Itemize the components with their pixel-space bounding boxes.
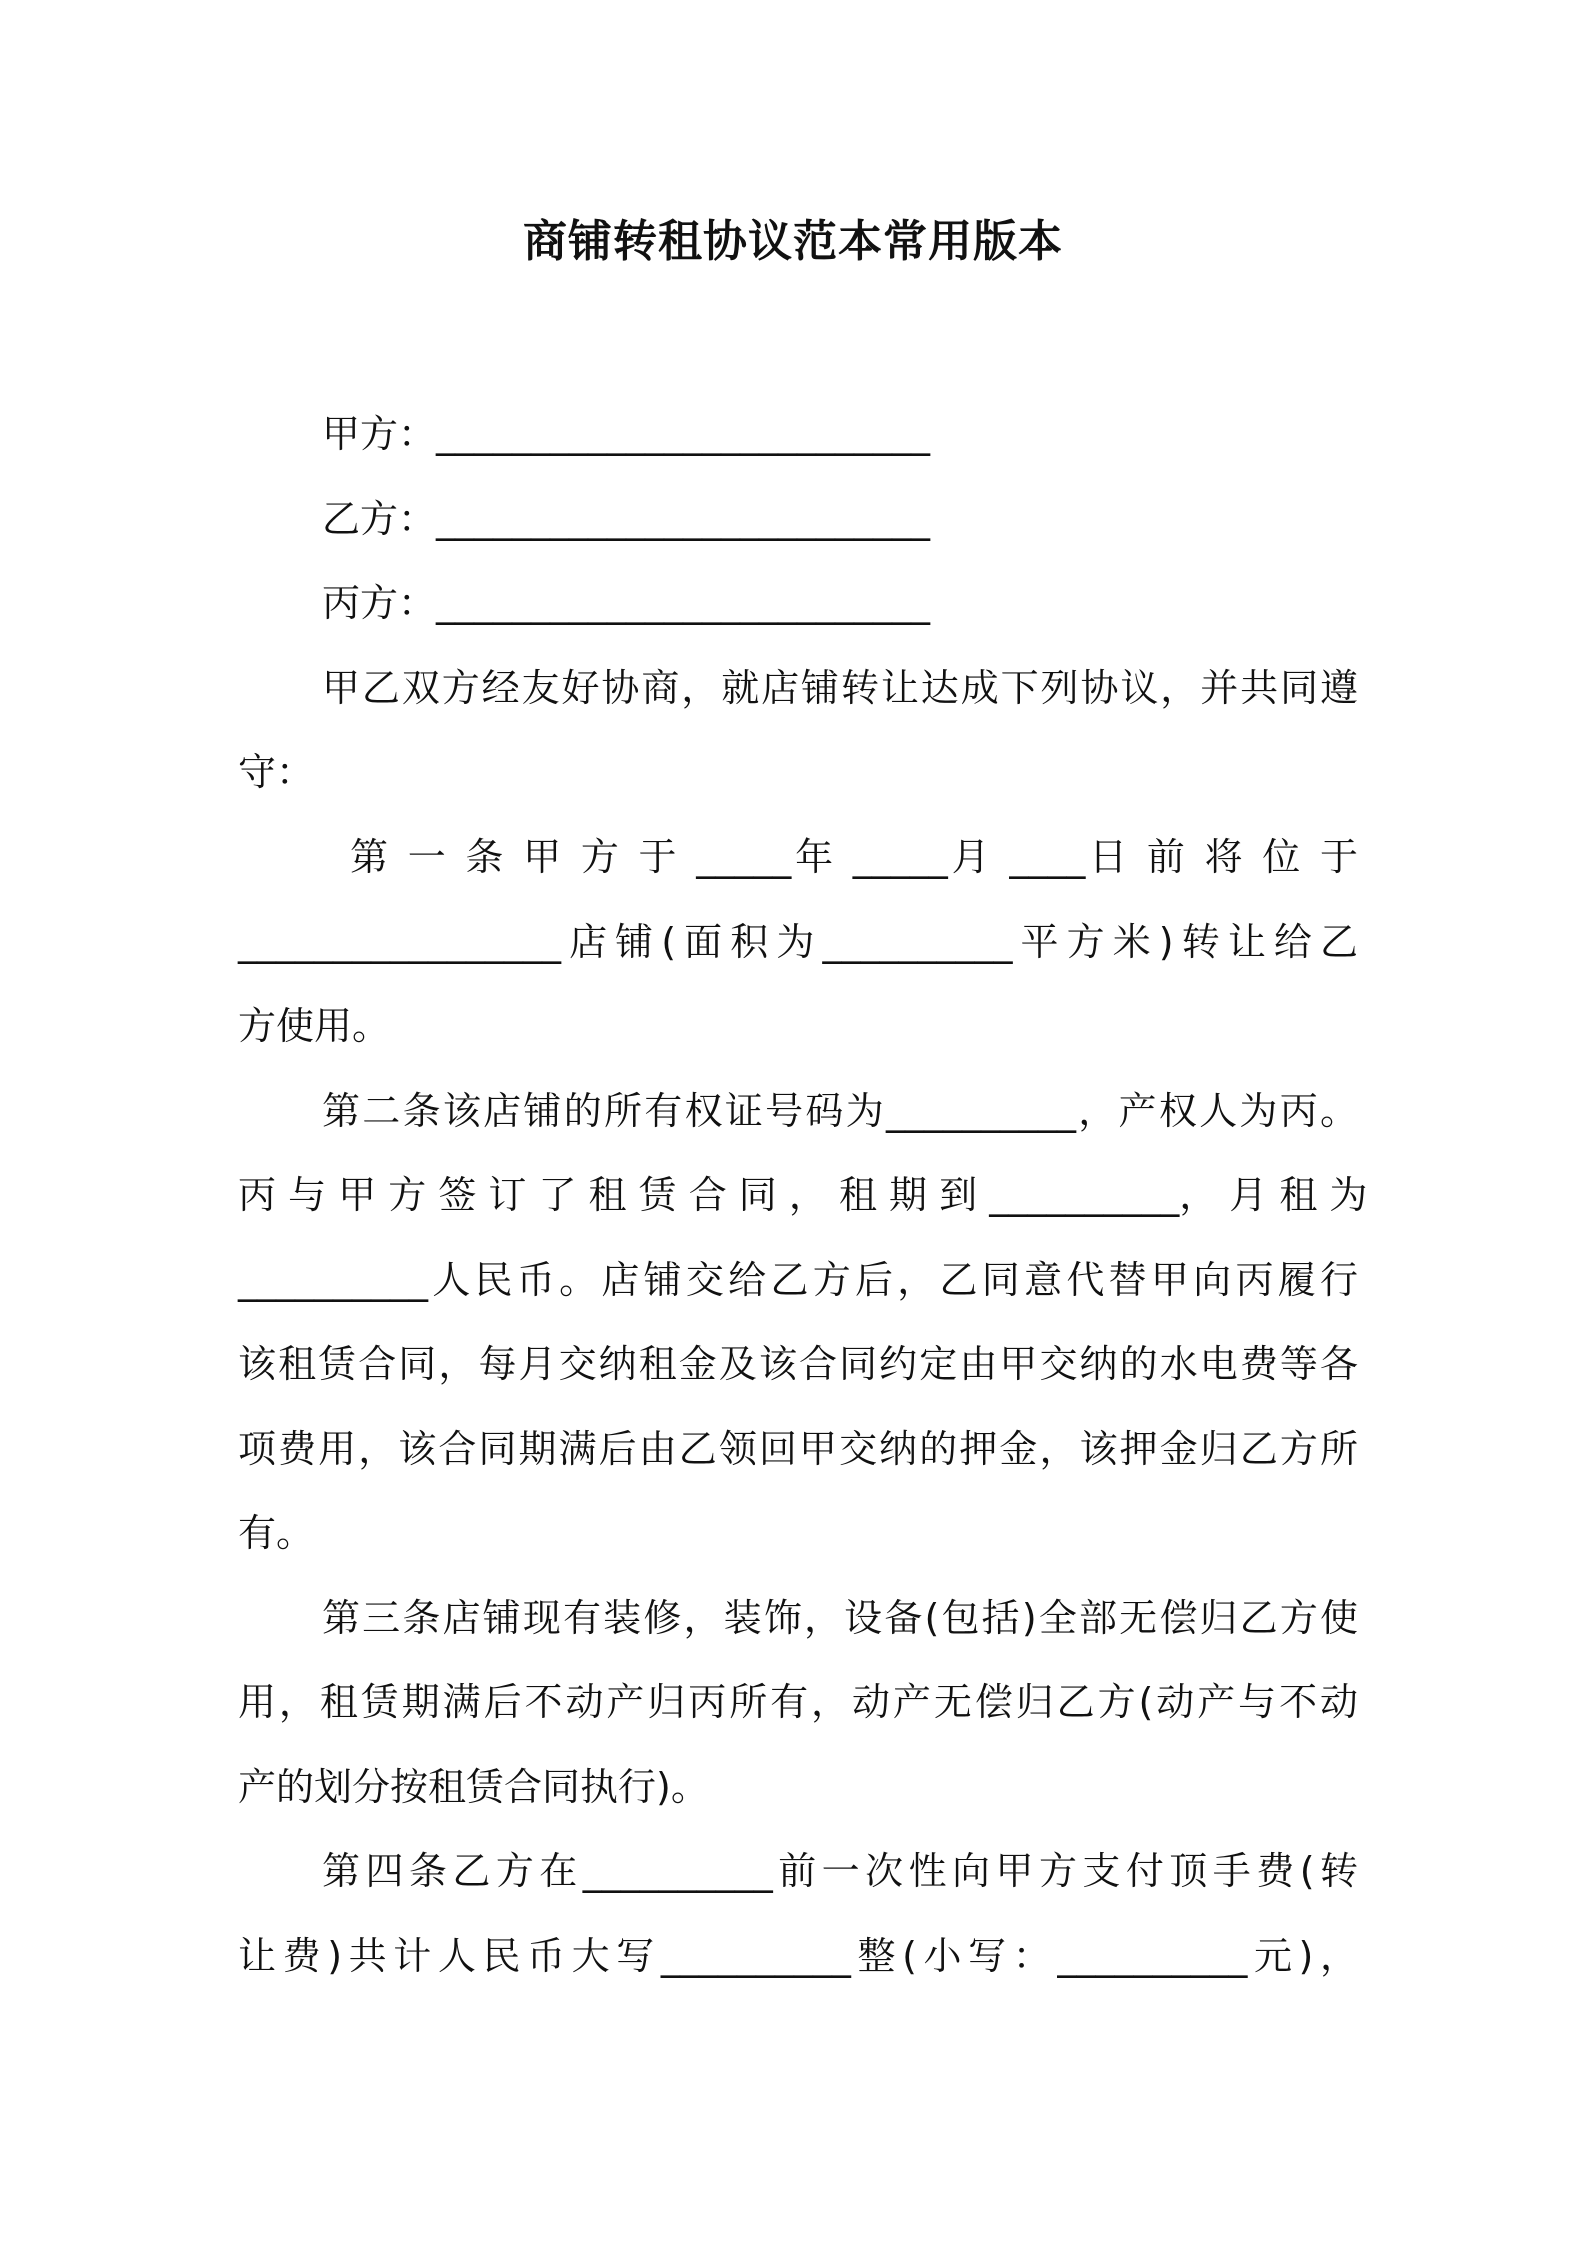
document-title: 商铺转租协议范本常用版本 — [523, 216, 1063, 267]
party-a-line: 甲方：__________________________ — [322, 412, 931, 456]
article-4-line-2: 让费)共计人民币大写__________整(小写：__________元)， — [238, 1934, 1358, 1978]
article-3-line-3: 产的划分按租赁合同执行)。 — [238, 1765, 709, 1809]
article-2-line-4: 该租赁合同，每月交纳租金及该合同约定由甲交纳的水电费等各 — [238, 1342, 1358, 1386]
article-2-line-6: 有。 — [238, 1511, 315, 1555]
article-1-line-1: 第 一 条 甲 方 于 _____年 _____月 ____日 前 将 位 于 — [350, 835, 1358, 879]
article-3-line-1: 第三条店铺现有装修，装饰，设备(包括)全部无偿归乙方使 — [322, 1596, 1358, 1640]
article-2-line-2: 丙 与 甲 方 签 订 了 租 赁 合 同 ， 租 期 到 __________， 月 租 为 — [238, 1173, 1368, 1217]
article-2-line-1: 第二条该店铺的所有权证号码为__________，产权人为丙。 — [322, 1089, 1358, 1133]
intro-line-2: 守： — [238, 750, 315, 794]
article-4-line-1: 第四条乙方在__________前一次性向甲方支付顶手费(转 — [322, 1849, 1358, 1893]
article-2-line-3: __________人民币。店铺交给乙方后，乙同意代替甲向丙履行 — [238, 1258, 1358, 1302]
article-3-line-2: 用，租赁期满后不动产归丙所有，动产无偿归乙方(动产与不动 — [238, 1680, 1358, 1724]
article-1-line-3: 方使用。 — [238, 1004, 391, 1048]
party-b-line: 乙方：__________________________ — [322, 497, 931, 541]
article-1-line-2: _________________店铺(面积为__________平方米)转让给乙 — [238, 920, 1358, 964]
article-2-line-5: 项费用，该合同期满后由乙领回甲交纳的押金，该押金归乙方所 — [238, 1427, 1358, 1471]
party-c-line: 丙方：__________________________ — [322, 581, 931, 625]
intro-line-1: 甲乙双方经友好协商，就店铺转让达成下列协议，并共同遵 — [322, 666, 1358, 710]
